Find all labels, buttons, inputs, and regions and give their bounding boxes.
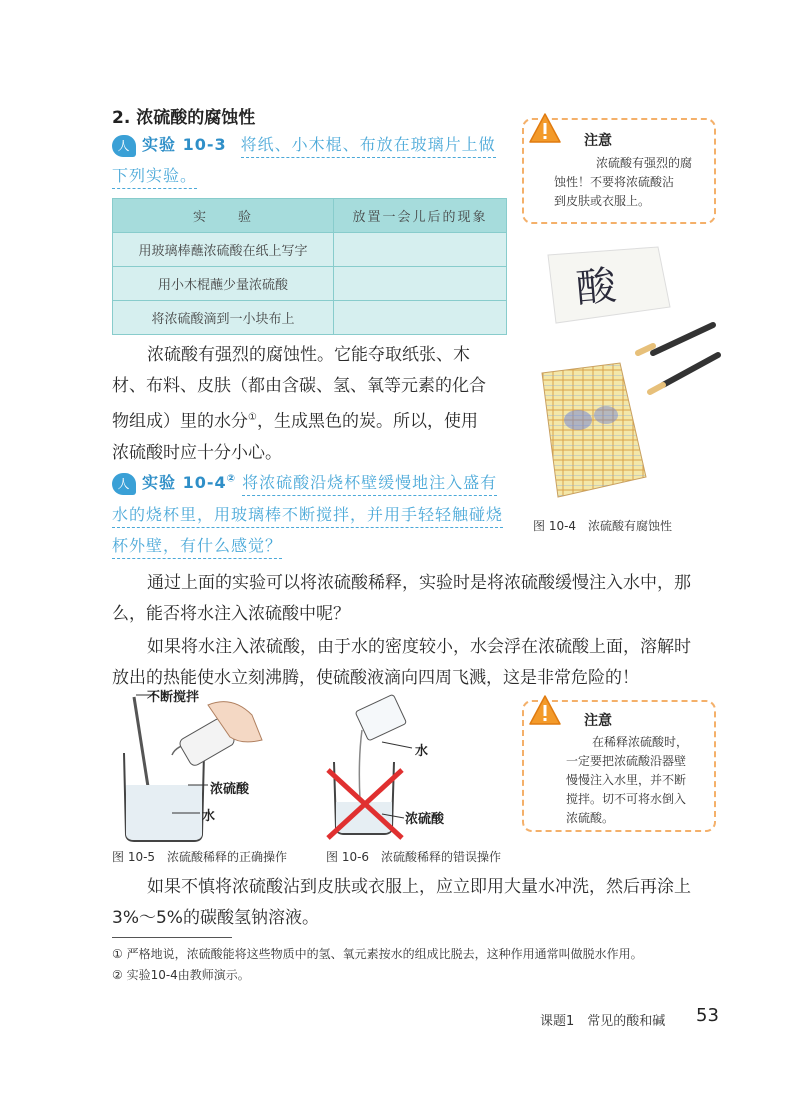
paper-writing: 酸 (574, 262, 619, 313)
paragraph-dilution-question (112, 568, 722, 630)
figure-10-4-caption: 图 10-4 浓硫酸有腐蚀性 (533, 519, 673, 533)
wood-stick (663, 355, 718, 385)
wood-stick-tip (650, 385, 663, 392)
figure-10-5-illustration (112, 685, 322, 845)
note-title: 注意 (584, 713, 612, 729)
paragraph-line: 么，能否将水注入浓硫酸中呢？ (112, 604, 350, 624)
note-line: 蚀性！不要将浓硫酸沾 (554, 175, 675, 189)
label-text: 实验 10-4 (142, 473, 227, 492)
paragraph-line: 如果将水注入浓硫酸，由于水的密度较小，水会浮在浓硫酸上面，溶解时 (147, 637, 691, 657)
experiment-text-line2: 水的烧杯里，用玻璃棒不断搅拌，并用手轻轻触碰烧 (112, 505, 503, 528)
text-span: 物组成）里的水分 (112, 411, 248, 432)
table-cell-experiment: 将浓硫酸滴到一小块布上 (113, 301, 334, 335)
note-text (566, 733, 712, 828)
experiment-table (112, 198, 507, 335)
note-line: 一定要把浓硫酸沿器壁 (566, 754, 687, 768)
table-header-result: 放置一会儿后的现象 (334, 199, 507, 233)
water-stream (359, 730, 362, 800)
table-cell-result (334, 267, 507, 301)
table-cell-result (334, 301, 507, 335)
table-row (113, 301, 507, 335)
note-line: 浓硫酸。 (566, 811, 615, 825)
table-row (113, 233, 507, 267)
note-text (550, 154, 710, 211)
label-water: 水 (202, 809, 216, 824)
cloth-piece (542, 363, 646, 497)
experiment-10-3 (112, 132, 496, 157)
table-header-row (113, 199, 507, 233)
text-span: ，生成黑色的炭。所以，使用 (256, 411, 478, 432)
experiment-label: 实验 10-3 (142, 135, 227, 154)
note-line: 到皮肤或衣服上。 (554, 194, 651, 208)
paragraph-line: 如果不慎将浓硫酸沾到皮肤或衣服上，应立即用大量水冲洗，然后再涂上 (147, 877, 691, 897)
warning-icon (528, 112, 562, 146)
figure-10-6-caption: 图 10-6 浓硫酸稀释的错误操作 (326, 850, 502, 864)
note-line: 搅拌。切不可将水倒入 (566, 792, 687, 806)
paragraph-line: 3%～5%的碳酸氢钠溶液。 (112, 908, 319, 928)
label-acid-wrong: 浓硫酸 (405, 812, 445, 827)
paragraph-line: 浓硫酸有强烈的腐蚀性。它能夺取纸张、木 (147, 345, 470, 365)
figure-10-4-illustration (528, 245, 728, 505)
experiment-10-4-line3-wrap (112, 533, 282, 556)
label-leader (382, 742, 412, 748)
page-number: 53 (696, 1005, 719, 1026)
experiment-10-3-line2-wrap (112, 163, 197, 186)
table-cell-experiment: 用玻璃棒蘸浓硫酸在纸上写字 (113, 233, 334, 267)
experiment-text-line1: 将纸、小木棍、布放在玻璃片上做 (241, 135, 496, 158)
experiment-10-4 (112, 470, 497, 495)
footnotes (112, 944, 712, 986)
paragraph-line: 放出的热能使水立刻沸腾，使硫酸液滴向四周飞溅，这是非常危险的！ (112, 668, 639, 688)
acid-stain (564, 410, 592, 430)
note-title: 注意 (584, 133, 612, 149)
wood-stick (653, 325, 713, 353)
paragraph-corrosion (147, 340, 517, 371)
table-cell-result (334, 233, 507, 267)
table-header-experiment: 实 验 (113, 199, 334, 233)
experiment-10-4-line2-wrap (112, 502, 503, 525)
section-title: 2. 浓硫酸的腐蚀性 (112, 108, 256, 128)
note-line: 慢慢注入水里，并不断 (566, 773, 687, 787)
footnote-ref-1: ① (248, 412, 257, 423)
note-line: 浓硫酸有强烈的腐 (596, 156, 693, 170)
experiment-text-line2: 下列实验。 (112, 166, 197, 189)
experiment-label (142, 473, 236, 492)
paragraph-corrosion-cont (112, 371, 522, 469)
paragraph-line: 通过上面的实验可以将浓硫酸稀释，实验时是将浓硫酸缓慢注入水中，那 (147, 573, 691, 593)
experiment-badge-icon: 人 (112, 135, 136, 157)
label-conc-acid: 浓硫酸 (210, 782, 250, 797)
paragraph-line: 浓硫酸时应十分小心。 (112, 442, 282, 463)
water-beaker (355, 694, 407, 741)
warning-icon (528, 694, 562, 728)
paragraph-line: 材、布料、皮肤（都由含碳、氢、氧等元素的化合 (112, 376, 486, 396)
footnote-1: ① 严格地说，浓硫酸能将这些物质中的氢、氧元素按水的组成比脱去，这种作用通常叫做脱水作用。 (112, 947, 643, 961)
footnote-2: ② 实验10-4由教师演示。 (112, 968, 250, 982)
note-line: 在稀释浓硫酸时， (592, 735, 689, 749)
experiment-text-line3: 杯外壁，有什么感觉？ (112, 536, 282, 559)
paragraph-first-aid (112, 872, 722, 934)
footnote-divider (112, 937, 232, 938)
running-footer: 课题1 常见的酸和碱 (540, 1014, 666, 1029)
footnote-ref-2: ② (226, 473, 237, 485)
acid-stain (594, 406, 618, 424)
paragraph-line (112, 402, 522, 438)
label-stir: 不断搅拌 (147, 690, 200, 705)
table-row (113, 267, 507, 301)
experiment-badge-icon: 人 (112, 473, 136, 495)
figure-10-5-caption: 图 10-5 浓硫酸稀释的正确操作 (112, 850, 288, 864)
table-cell-experiment: 用小木棍蘸少量浓硫酸 (113, 267, 334, 301)
experiment-text-line1: 将浓硫酸沿烧杯壁缓慢地注入盛有 (242, 473, 497, 496)
label-water-wrong: 水 (415, 744, 429, 759)
